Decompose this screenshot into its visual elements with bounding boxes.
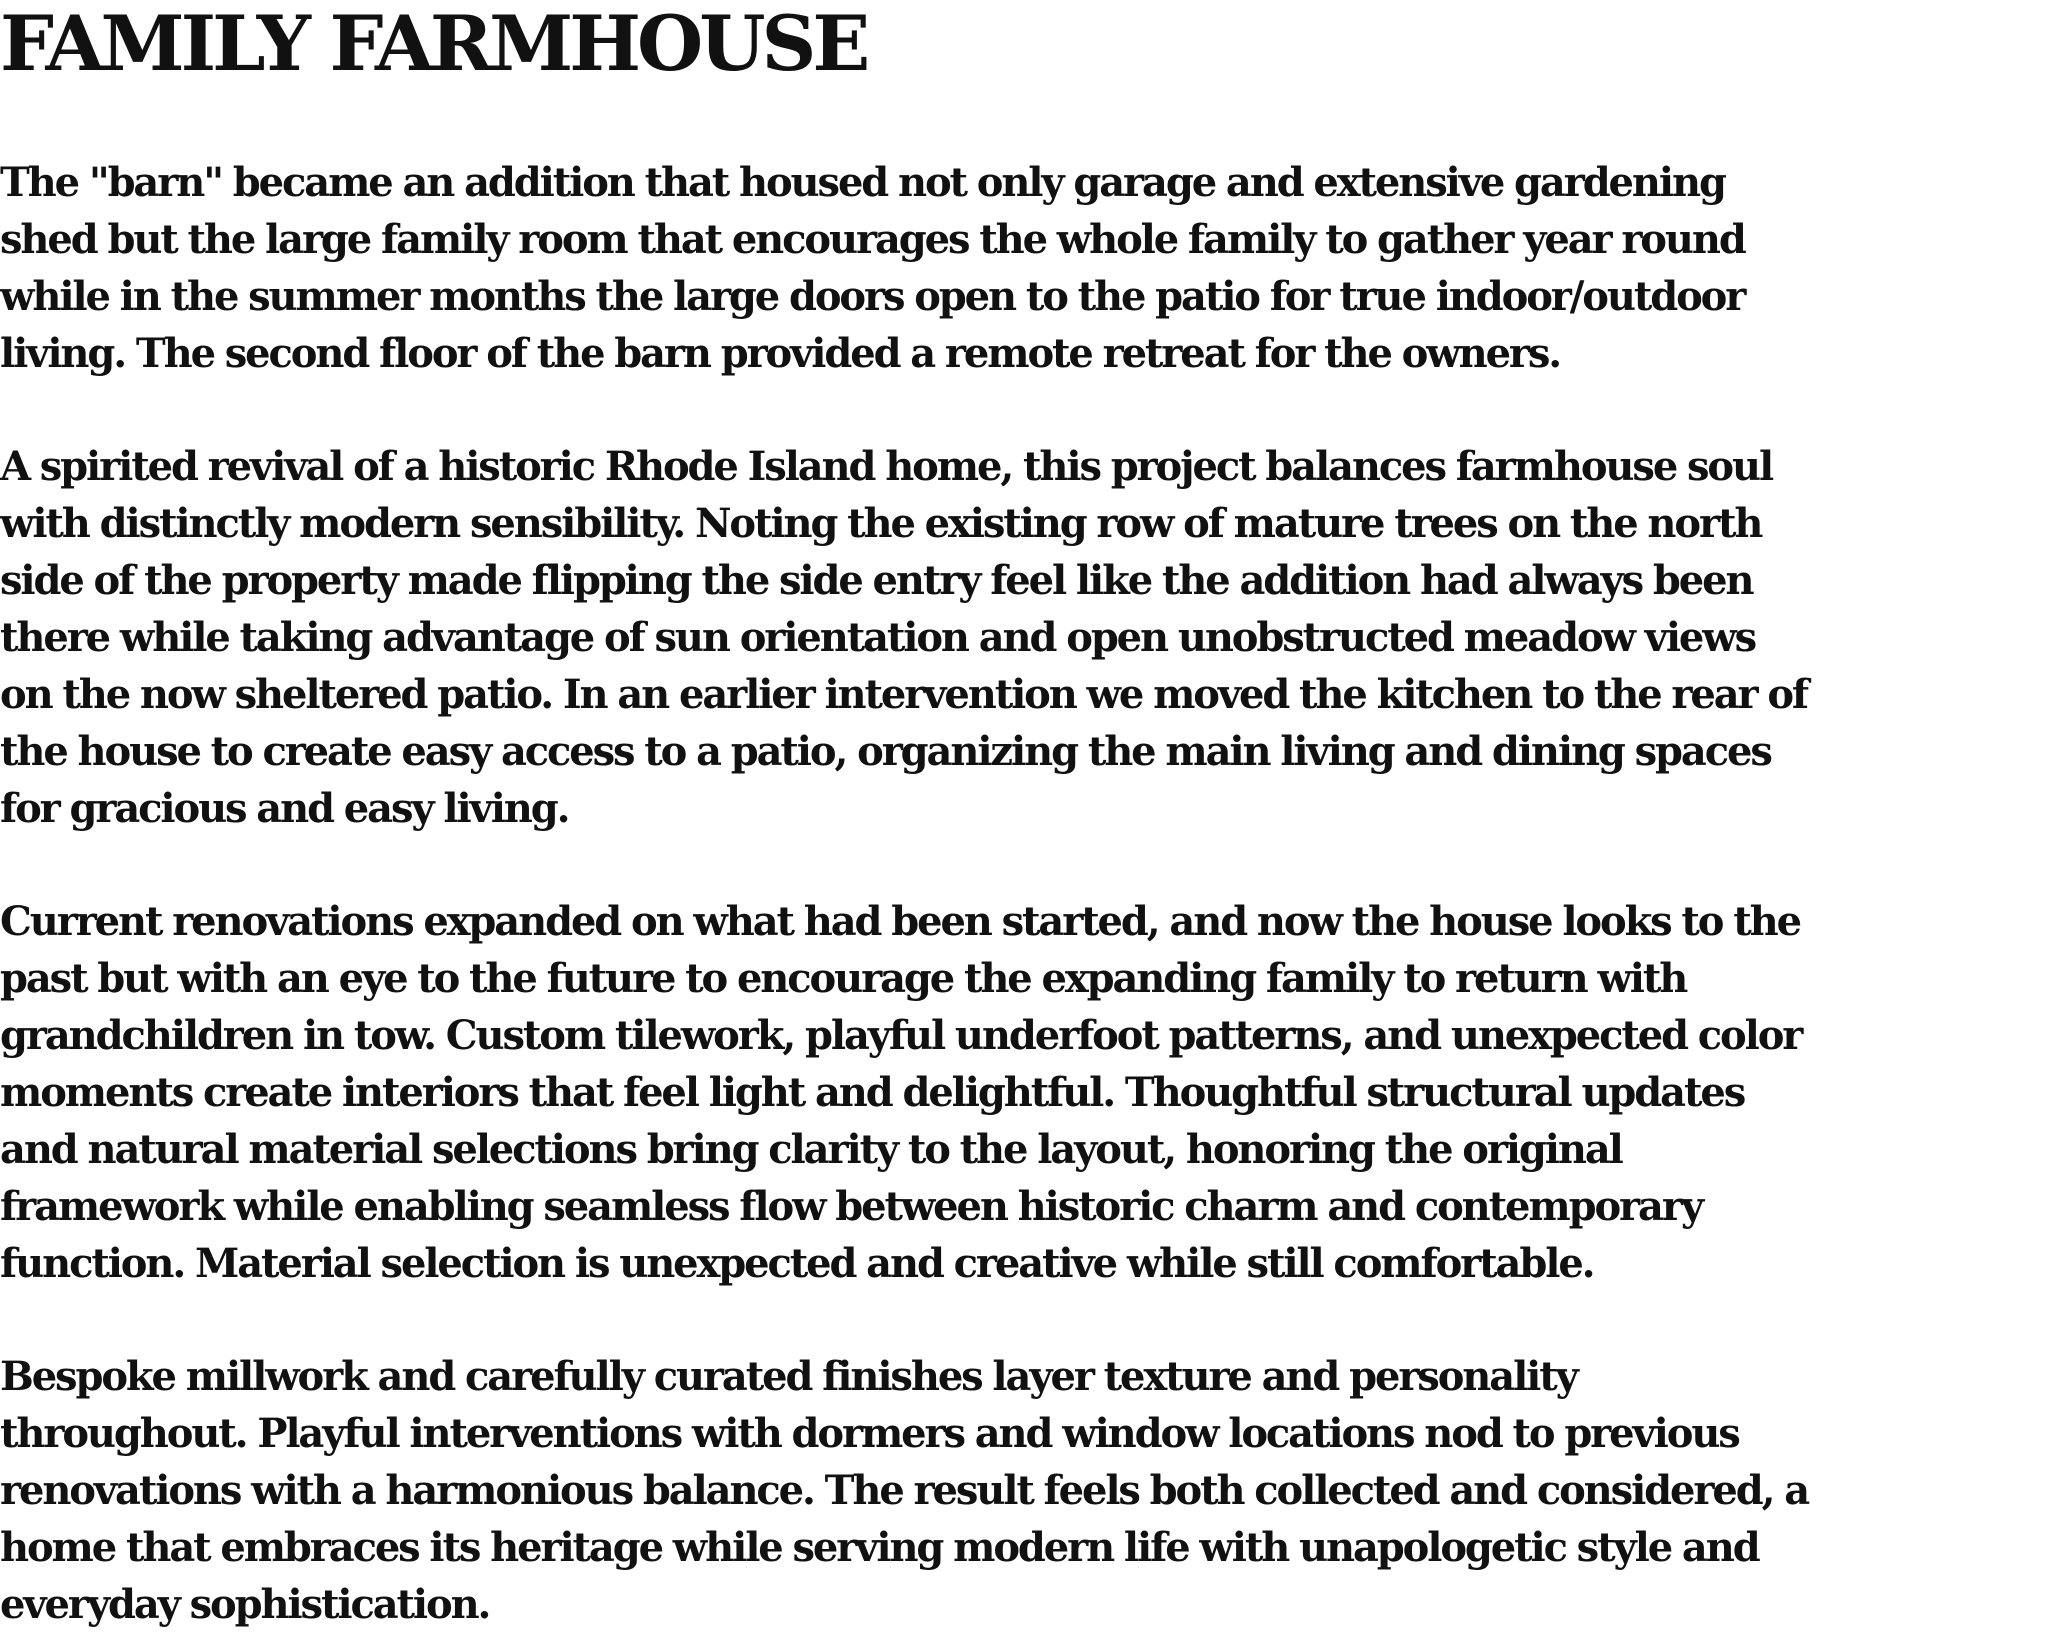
description-paragraph-1: The "barn" became an addition that housed not only garage and extensive gardening shed but the large family room that encourages the whole family to gather year round while in the summer months the large doors open to the patio for true indoor/outdoor living. The second floor of the barn provided a remote retreat for the owners. (0, 159, 1745, 377)
project-title: FAMILY FARMHOUSE (0, 0, 867, 88)
project-description (0, 154, 1810, 1633)
description-paragraph-4: Bespoke millwork and carefully curated finishes layer texture and personality throughout. Playful interventions with dormers and window locations nod to previous renovations with a harmonious balance. The result feels both collected and considered, a home that embraces its heritage while serving modern life with unapologetic style and everyday sophistication. (0, 1353, 1809, 1628)
description-paragraph-2: A spirited revival of a historic Rhode Island home, this project balances farmhouse soul with distinctly modern sensibility. Noting the existing row of mature trees on the north side of the property made flipping the side entry feel like the addition had always been there while taking advantage of sun orientation and open unobstructed meadow views on the now sheltered patio. In an earlier intervention we moved the kitchen to the rear of the house to create easy access to a patio, organizing the main living and dining spaces for gracious and easy living. (0, 443, 1808, 832)
description-paragraph-3: Current renovations expanded on what had been started, and now the house looks to the past but with an eye to the future to encourage the expanding family to return with grandchildren in tow. Custom tilework, playful underfoot patterns, and unexpected color moments create interiors that feel light and delightful. Thoughtful structural updates and natural material selections bring clarity to the layout, honoring the original framework while enabling seamless flow between historic charm and contemporary function. Material selection is unexpected and creative while still comfortable. (0, 898, 1802, 1287)
